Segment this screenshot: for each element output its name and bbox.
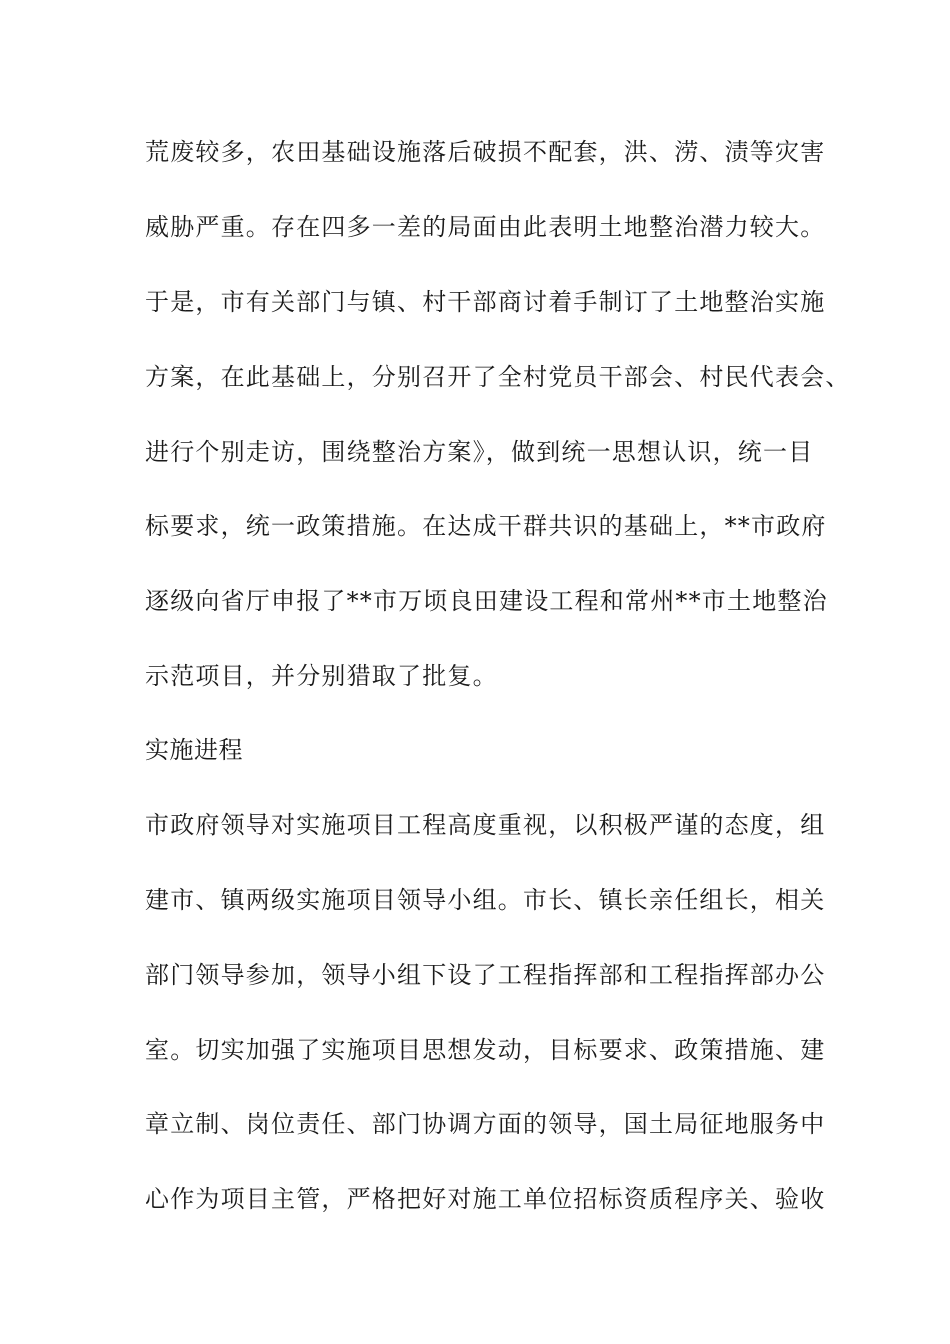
paragraph-line-4: 方案，在此基础上，分别召开了全村党员干部会、村民代表会、	[145, 363, 851, 391]
paragraph-line-10: 建市、镇两级实施项目领导小组。市长、镇长亲任组长，相关	[145, 886, 826, 914]
paragraph-line-1: 荒废较多，农田基础设施落后破损不配套，洪、涝、渍等灾害	[145, 138, 826, 166]
paragraph-line-8: 示范项目，并分别猎取了批复。	[145, 662, 498, 690]
paragraph-line-14: 心作为项目主管，严格把好对施工单位招标资质程序关、验收	[145, 1185, 826, 1213]
paragraph-line-6: 标要求，统一政策措施。在达成干群共识的基础上，**市政府	[145, 512, 827, 540]
section-heading: 实施进程	[145, 736, 243, 764]
paragraph-line-11: 部门领导参加，领导小组下设了工程指挥部和工程指挥部办公	[145, 961, 826, 989]
paragraph-line-9: 市政府领导对实施项目工程高度重视，以积极严谨的态度，组	[145, 811, 826, 839]
paragraph-line-12: 室。切实加强了实施项目思想发动，目标要求、政策措施、建	[145, 1036, 826, 1064]
paragraph-line-7: 逐级向省厅申报了**市万顷良田建设工程和常州**市土地整治	[145, 587, 828, 615]
paragraph-line-13: 章立制、岗位责任、部门协调方面的领导，国土局征地服务中	[145, 1110, 826, 1138]
paragraph-line-3: 于是，市有关部门与镇、村干部商讨着手制订了土地整治实施	[145, 288, 826, 316]
paragraph-line-5: 进行个别走访，围绕整治方案》，做到统一思想认识，统一目	[145, 438, 814, 466]
paragraph-line-2: 威胁严重。存在四多一差的局面由此表明土地整治潜力较大。	[145, 213, 826, 241]
